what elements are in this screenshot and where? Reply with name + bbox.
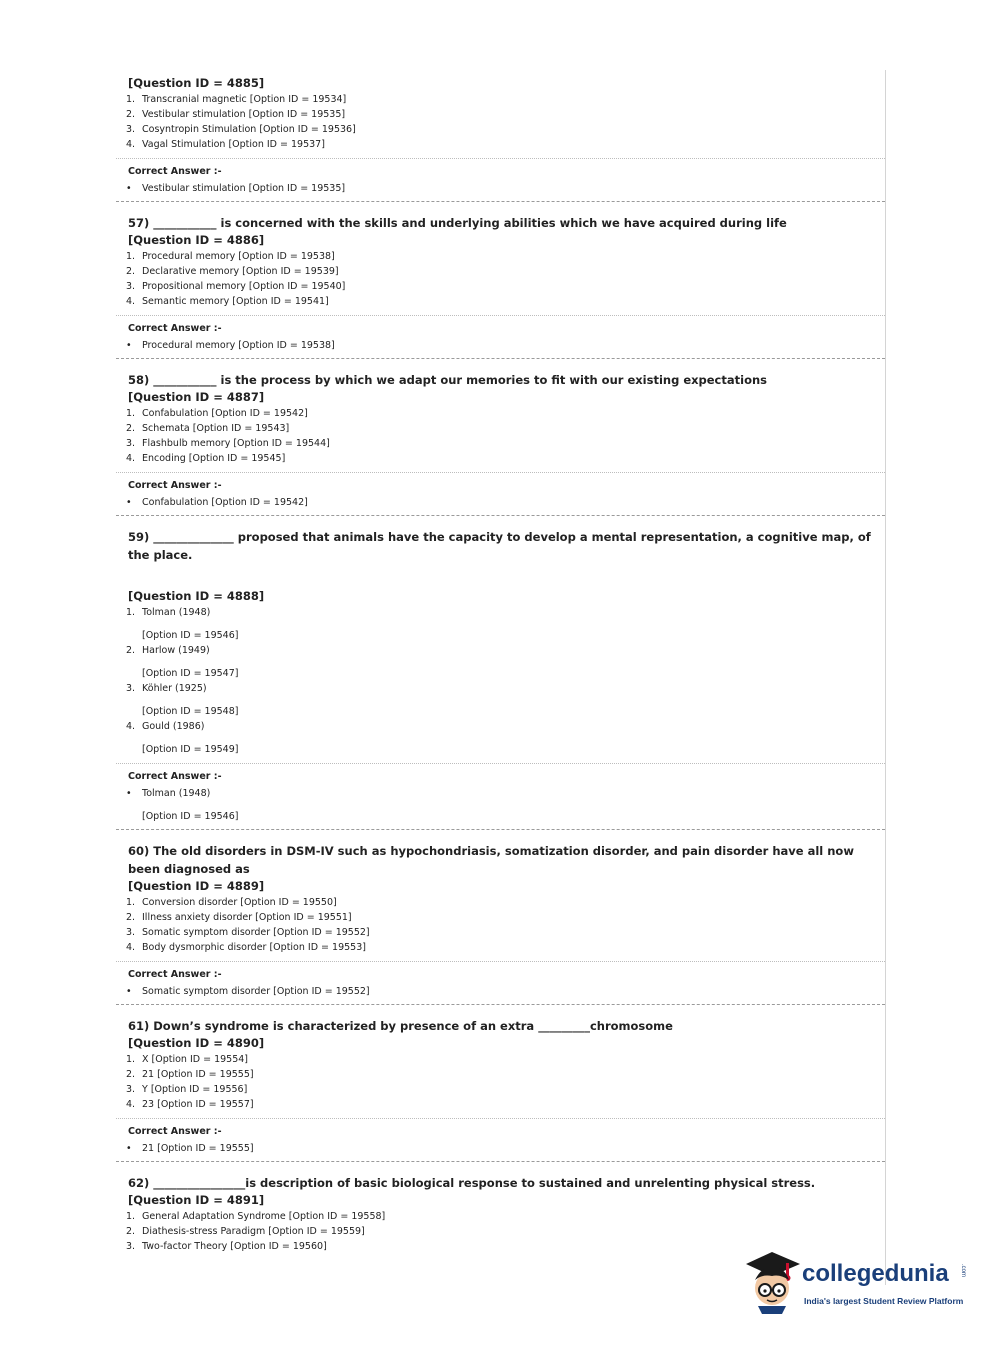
option-list — [116, 92, 885, 152]
option-list — [116, 605, 885, 757]
correct-answer: • Vestibular stimulation [Option ID = 19535] — [126, 183, 346, 194]
option-item: 1. Transcranial magnetic [Option ID = 19534] — [126, 94, 347, 105]
question-id: [Question ID = 4890] — [128, 1036, 265, 1050]
option-item: 3. Köhler (1925) [Option ID = 19548] — [116, 681, 885, 719]
logo-tagline: India's largest Student Review Platform — [804, 1296, 964, 1306]
correct-answer-label: Correct Answer :- — [128, 771, 222, 782]
option-item: 3. Y [Option ID = 19556] — [126, 1084, 248, 1095]
option-item: 4. Encoding [Option ID = 19545] — [126, 453, 286, 464]
question-id: [Question ID = 4891] — [128, 1193, 265, 1207]
option-item: 3. Flashbulb memory [Option ID = 19544] — [126, 438, 330, 449]
option-list — [116, 249, 885, 309]
divider — [116, 315, 885, 316]
option-item: 1. Tolman (1948) [Option ID = 19546] — [116, 605, 885, 643]
option-list — [116, 895, 885, 955]
option-item: 4. Semantic memory [Option ID = 19541] — [126, 296, 329, 307]
correct-answer: • Tolman (1948) [Option ID = 19546] — [116, 786, 885, 824]
divider — [116, 763, 885, 764]
option-item: 4. 23 [Option ID = 19557] — [126, 1099, 254, 1110]
option-item: 4. Gould (1986) [Option ID = 19549] — [116, 719, 885, 757]
question-58 — [116, 359, 885, 516]
logo-suffix: .com — [960, 1264, 966, 1278]
question-text: 57) ___________ is concerned with the skills and underlying abilities which we have acquired during life — [128, 216, 787, 230]
question-57 — [116, 202, 885, 359]
question-text: 59) ______________ proposed that animals have the capacity to develop a mental representation, a cognitive map, of the place. — [128, 530, 871, 562]
question-id: [Question ID = 4887] — [128, 390, 265, 404]
question-id: [Question ID = 4885] — [128, 76, 265, 90]
option-item: 3. Somatic symptom disorder [Option ID = 19552] — [126, 927, 370, 938]
question-62 — [116, 1162, 885, 1254]
option-id: [Option ID = 19546] — [142, 811, 239, 822]
option-id: [Option ID = 19548] — [142, 706, 239, 717]
option-item: 4. Vagal Stimulation [Option ID = 19537] — [126, 139, 325, 150]
question-56 — [116, 70, 885, 202]
divider — [116, 158, 885, 159]
question-id: [Question ID = 4889] — [128, 879, 265, 893]
option-item: 2. Harlow (1949) [Option ID = 19547] — [116, 643, 885, 681]
option-list — [116, 1052, 885, 1112]
option-id: [Option ID = 19549] — [142, 744, 239, 755]
divider — [116, 472, 885, 473]
option-id: [Option ID = 19547] — [142, 668, 239, 679]
option-list — [116, 406, 885, 466]
option-item: 1. Confabulation [Option ID = 19542] — [126, 408, 308, 419]
collegedunia-logo[interactable] — [742, 1250, 972, 1315]
question-text: 58) ___________ is the process by which we adapt our memories to fit with our existing expectations — [128, 373, 768, 387]
option-id: [Option ID = 19546] — [142, 630, 239, 641]
option-item: 2. Vestibular stimulation [Option ID = 19535] — [126, 109, 346, 120]
correct-answer: • Procedural memory [Option ID = 19538] — [126, 340, 335, 351]
option-item: 3. Two-factor Theory [Option ID = 19560] — [126, 1241, 327, 1252]
option-item: 2. Diathesis-stress Paradigm [Option ID = 19559] — [126, 1226, 365, 1237]
exam-page — [116, 70, 886, 1285]
correct-answer-label: Correct Answer :- — [128, 1126, 222, 1137]
question-59 — [116, 516, 885, 830]
question-id: [Question ID = 4888] — [128, 589, 265, 603]
option-item: 1. Conversion disorder [Option ID = 19550] — [126, 897, 337, 908]
correct-answer: • 21 [Option ID = 19555] — [126, 1143, 254, 1154]
correct-answer: • Confabulation [Option ID = 19542] — [126, 497, 308, 508]
divider — [116, 1118, 885, 1119]
question-60 — [116, 830, 885, 1005]
divider — [116, 961, 885, 962]
correct-answer-label: Correct Answer :- — [128, 166, 222, 177]
question-text: 62) ________________is description of basic biological response to sustained and unrelenting physical stress. — [128, 1176, 816, 1190]
question-61 — [116, 1005, 885, 1162]
mascot-icon — [742, 1250, 804, 1314]
correct-answer: • Somatic symptom disorder [Option ID = 19552] — [126, 986, 370, 997]
option-item: 2. Schemata [Option ID = 19543] — [126, 423, 290, 434]
question-text: 60) The old disorders in DSM-IV such as hypochondriasis, somatization disorder, and pain disorder have all now been diagnosed as — [128, 844, 854, 876]
option-item: 2. Illness anxiety disorder [Option ID = 19551] — [126, 912, 352, 923]
option-item: 4. Body dysmorphic disorder [Option ID = 19553] — [126, 942, 366, 953]
option-list — [116, 1209, 885, 1254]
option-item: 1. X [Option ID = 19554] — [126, 1054, 249, 1065]
option-item: 3. Propositional memory [Option ID = 19540] — [126, 281, 346, 292]
question-text: 61) Down’s syndrome is characterized by presence of an extra _________chromosome — [128, 1019, 673, 1033]
option-item: 1. General Adaptation Syndrome [Option ID = 19558] — [126, 1211, 386, 1222]
option-item: 3. Cosyntropin Stimulation [Option ID = 19536] — [126, 124, 356, 135]
correct-answer-label: Correct Answer :- — [128, 323, 222, 334]
option-item: 1. Procedural memory [Option ID = 19538] — [126, 251, 335, 262]
correct-answer-label: Correct Answer :- — [128, 969, 222, 980]
logo-wordmark: collegedunia — [802, 1260, 949, 1287]
question-id: [Question ID = 4886] — [128, 233, 265, 247]
correct-answer-label: Correct Answer :- — [128, 480, 222, 491]
option-item: 2. Declarative memory [Option ID = 19539] — [126, 266, 339, 277]
option-item: 2. 21 [Option ID = 19555] — [126, 1069, 254, 1080]
